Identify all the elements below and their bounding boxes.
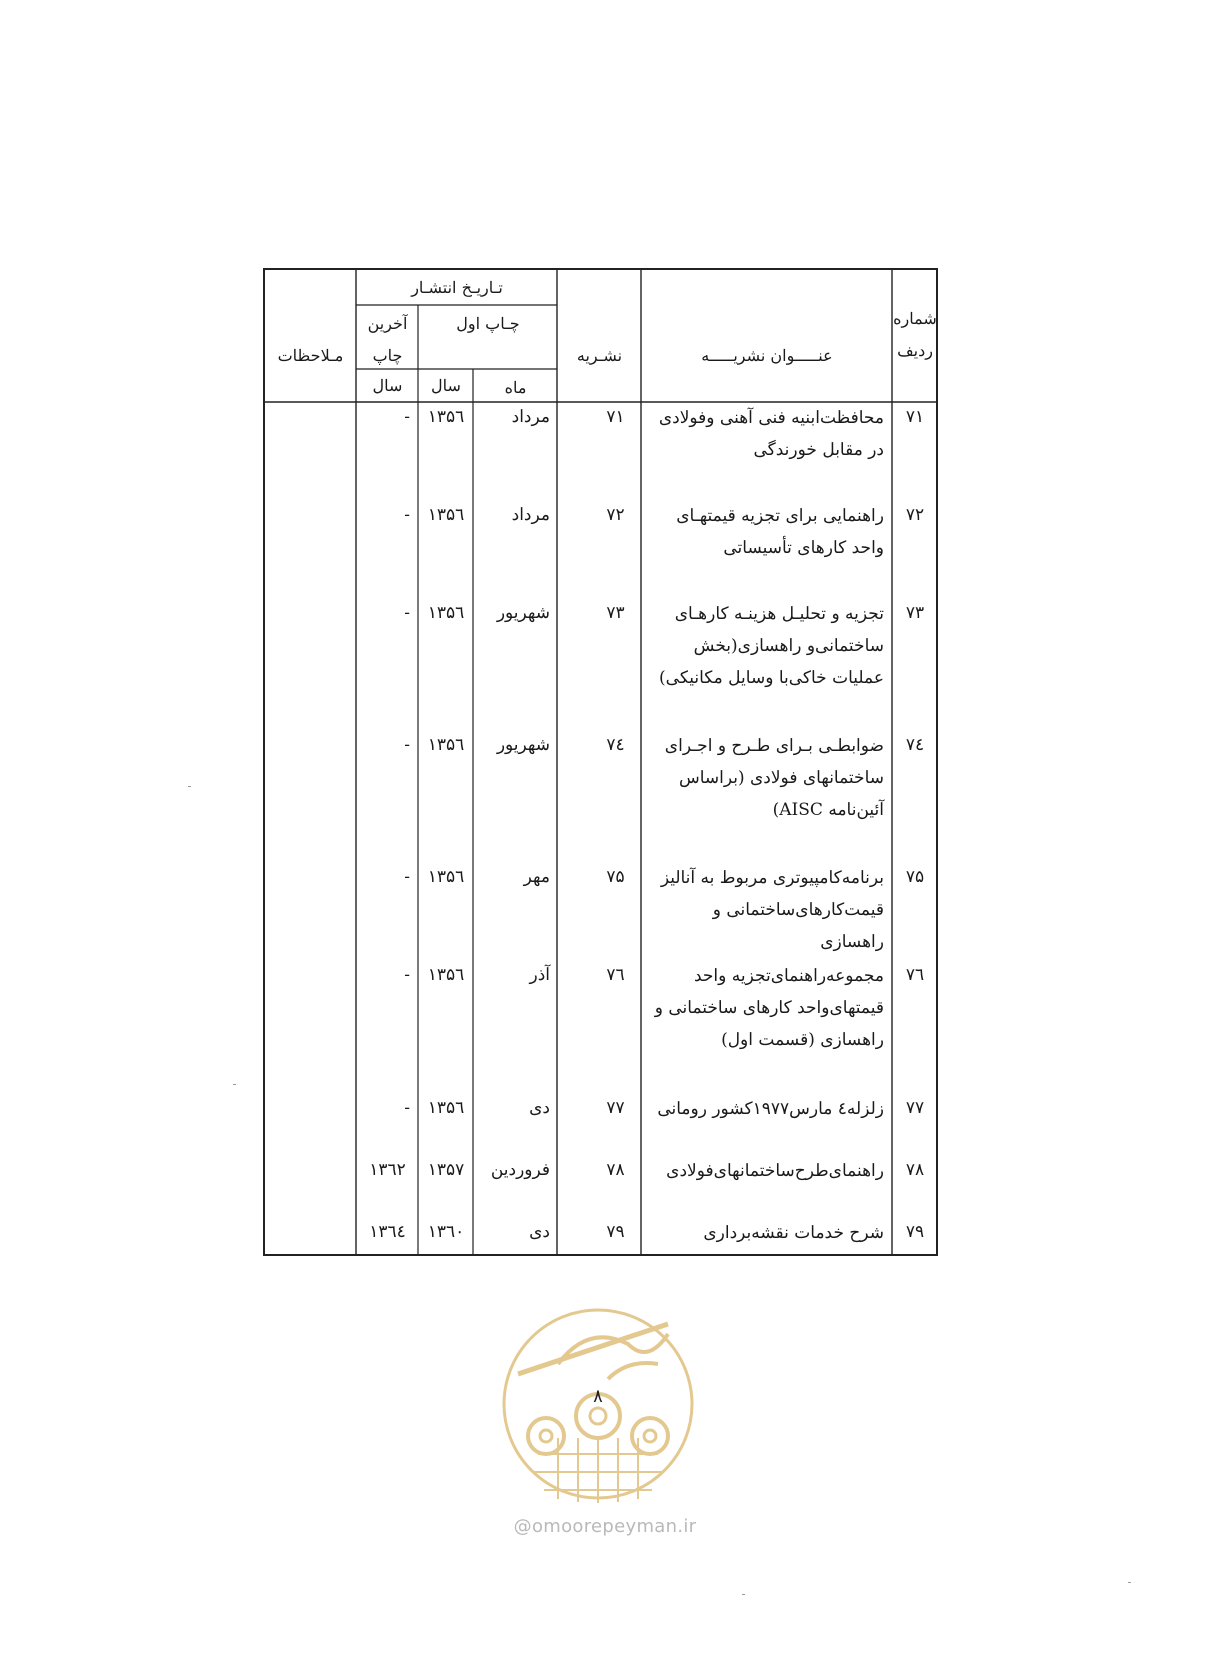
row-year: ۱۳۵٦ [427,603,465,623]
scan-speck [188,786,191,787]
row-publication: ۷۷ [606,1098,625,1118]
row-title: شرح خدمات نقشه‌برداری [703,1223,884,1243]
row-last-print: ۱۳٦٤ [369,1222,406,1242]
row-year: ۱۳۵۷ [427,1160,465,1180]
row-last-print: ۱۳٦۲ [369,1160,406,1180]
row-number: ۷۹ [905,1222,925,1242]
row-last-print: - [404,407,410,427]
row-month: مهر [523,867,550,887]
row-publication: ۷۸ [606,1160,625,1180]
header-title: عنـــــوان نشریـــــه [701,346,833,365]
row-publication: ۷٤ [606,735,625,755]
header-last-print: آخرین چاپ [367,314,408,365]
row-year: ۱۳۵٦ [427,735,465,755]
header-month: ماه [504,378,527,397]
header-row-no: شماره ردیف [893,309,937,360]
row-month: دی [529,1222,550,1242]
row-month: مرداد [511,407,550,427]
row-number: ۷۳ [905,603,925,623]
row-number: ۷۲ [905,505,925,525]
row-last-print: - [404,505,410,525]
header-last-year: سال [372,376,403,395]
row-title: مجموعه‌راهنمای‌تجزیه واحد قیمتهای‌واحد کارهای ساختمانی و راهسازی (قسمت اول) [654,966,884,1050]
row-last-print: - [404,603,410,623]
row-month: دی [529,1098,550,1118]
row-last-print: - [404,867,410,887]
row-number: ۷۵ [905,867,925,887]
row-year: ۱۳۵٦ [427,965,465,985]
row-year: ۱۳٦۰ [427,1222,465,1242]
row-publication: ۷۹ [606,1222,625,1242]
row-number: ۷۸ [905,1160,925,1180]
row-number: ۷٤ [905,735,925,755]
row-title: زلزله٤ مارس۱۹۷۷کشور رومانی [657,1099,884,1119]
row-title: محافظت‌ابنیه فنی آهنی وفولادی در مقابل خورندگی [658,408,884,460]
row-month: فروردین [490,1160,550,1180]
row-publication: ۷۲ [606,505,625,525]
row-last-print: - [404,965,410,985]
row-last-print: - [404,1098,410,1118]
scan-speck [233,1084,236,1085]
scan-speck [1128,1582,1131,1583]
row-title: راهنمایی برای تجزیه قیمتهـای واحد کارهای تأسیساتی [676,506,884,558]
row-year: ۱۳۵٦ [427,1098,465,1118]
row-publication: ۷۳ [606,603,625,623]
row-title: برنامه‌کامپیوتری مربوط به آنالیز قیمت‌کارهای‌ساختمانی و راهسازی [660,868,884,952]
row-month: شهریور [496,735,550,755]
row-last-print: - [404,735,410,755]
header-publication: نشـریه [576,346,623,365]
row-year: ۱۳۵٦ [427,505,465,525]
header-first-print: چـاپ اول [456,314,520,333]
row-number: ۷۱ [905,407,925,427]
row-month: شهریور [496,603,550,623]
row-title: تجزیه و تحلیـل هزینـه کارهـای ساختمانی‌و راهسازی(بخش عملیات خاکی‌با وسایل مکانیکی) [659,604,884,688]
watermark-site: @omoorepeyman.ir [513,1516,697,1537]
row-month: مرداد [511,505,550,525]
header-year: سال [431,376,461,395]
header-remarks: مـلاحظات [277,346,344,365]
row-title: راهنمای‌طرح‌ساختمانهای‌فولادی [666,1161,884,1181]
row-year: ۱۳۵٦ [427,867,465,887]
row-publication: ۷۵ [606,867,625,887]
row-year: ۱۳۵٦ [427,407,465,427]
scan-speck [742,1594,745,1595]
header-pub-date: تـاریـخ انتشـار [411,278,503,297]
row-month: آذر [529,965,550,985]
row-number: ۷٦ [905,965,925,985]
row-publication: ۷۱ [606,407,625,427]
row-publication: ۷٦ [606,965,625,985]
row-title: ضوابطـی بـرای طـرح و اجـرای ساختمانهای فولادی (براساس آئین‌نامه AISC) [664,736,884,820]
row-number: ۷۷ [905,1098,925,1118]
page-number: ۸ [593,1386,603,1407]
